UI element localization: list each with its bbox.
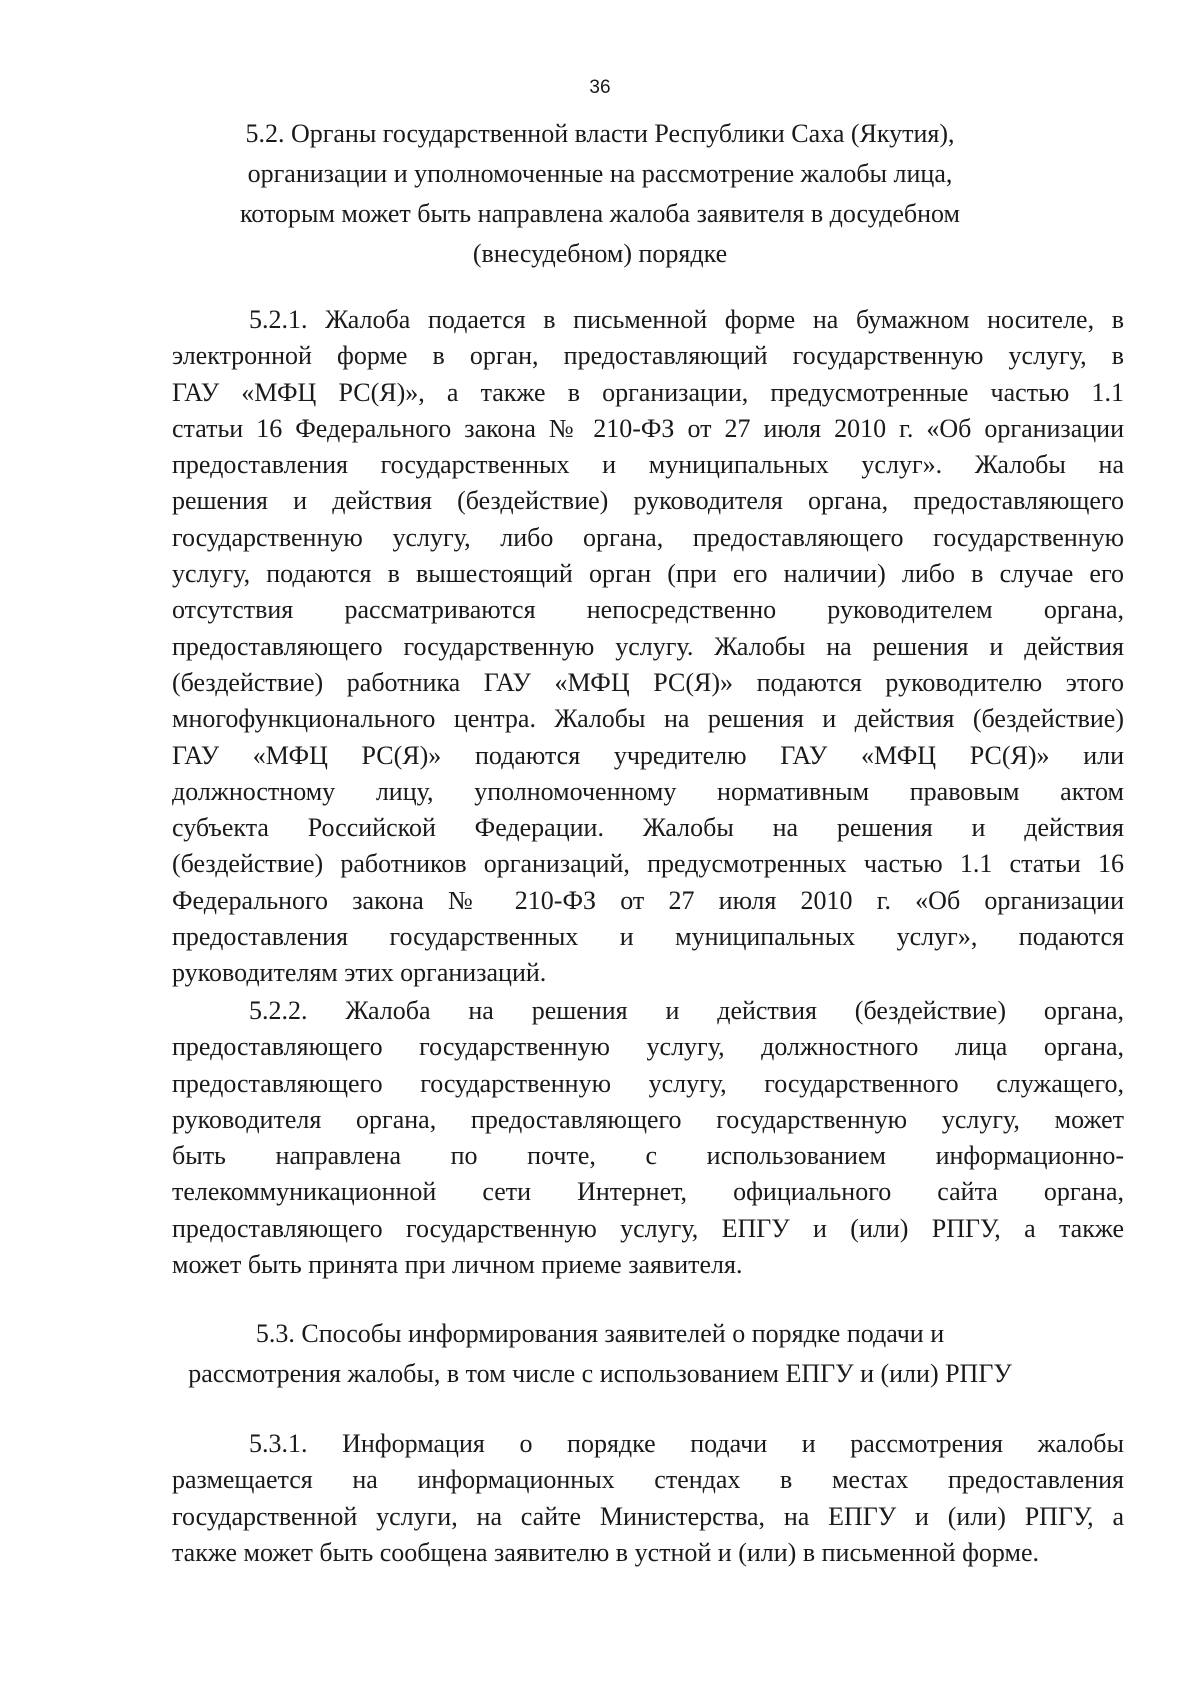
text-line: государственной услуги, на сайте Министерства, на ЕПГУ и (или) РПГУ, а [172, 1501, 1124, 1531]
heading-line: (внесудебном) порядке [472, 239, 728, 268]
text-line: предоставления государственных и муниципальных услуг». Жалобы на [172, 450, 1124, 480]
heading-line: 5.3. Способы информирования заявителей о порядке подачи и [255, 1319, 945, 1348]
text-line: электронной форме в орган, предоставляющий государственную услугу, в [172, 341, 1124, 371]
text-line: ГАУ «МФЦ РС(Я)» подаются учредителю ГАУ «МФЦ РС(Я)» или [172, 740, 1124, 770]
text-line: статьи 16 Федерального закона № 210-ФЗ от 27 июля 2010 г. «Об организации [172, 413, 1124, 443]
text-line: услугу, подаются в вышестоящий орган (при его наличии) либо в случае его [172, 559, 1124, 589]
paragraph-5-2-1 [172, 302, 1124, 992]
text-line: многофункционального центра. Жалобы на решения и действия (бездействие) [172, 704, 1124, 734]
text-line: предоставляющего государственную услугу, должностного лица органа, [172, 1032, 1124, 1062]
text-line: субъекта Российской Федерации. Жалобы на решения и действия [172, 813, 1124, 843]
paragraph-5-3-1 [172, 1426, 1124, 1571]
heading-line: которым может быть направлена жалоба заявителя в досудебном [240, 199, 960, 228]
text-line: руководителям этих организаций. [172, 958, 547, 988]
text-line: должностному лицу, уполномоченному нормативным правовым актом [172, 776, 1124, 806]
text-line: предоставляющего государственную услугу, ЕПГУ и (или) РПГУ, а также [172, 1213, 1124, 1243]
text-line: 5.2.2. Жалоба на решения и действия (бездействие) органа, [249, 996, 1124, 1025]
heading-line: организации и уполномоченные на рассмотрение жалобы лица, [247, 159, 953, 188]
text-line: решения и действия (бездействие) руководителя органа, предоставляющего [172, 486, 1124, 516]
text-line: ГАУ «МФЦ РС(Я)», а также в организации, предусмотренные частью 1.1 [172, 377, 1124, 407]
text-line: Федерального закона № 210-ФЗ от 27 июля 2010 г. «Об организации [172, 885, 1124, 915]
text-line: телекоммуникационной сети Интернет, официального сайта органа, [172, 1177, 1124, 1207]
text-line: предоставления государственных и муниципальных услуг», подаются [172, 922, 1124, 952]
text-line: предоставляющего государственную услугу. Жалобы на решения и действия [172, 631, 1124, 661]
text-line: может быть принята при личном приеме заявителя. [172, 1250, 743, 1280]
text-line: предоставляющего государственную услугу, государственного служащего, [172, 1068, 1124, 1098]
text-line: (бездействие) работника ГАУ «МФЦ РС(Я)» подаются руководителю этого [172, 667, 1124, 697]
text-line: также может быть сообщена заявителю в устной и (или) в письменной форме. [172, 1537, 1040, 1567]
heading-line: 5.2. Органы государственной власти Республики Саха (Якутия), [245, 119, 955, 148]
text-line: быть направлена по почте, с использованием информационно- [172, 1141, 1124, 1171]
text-line: 5.3.1. Информация о порядке подачи и рассмотрения жалобы [249, 1429, 1124, 1458]
paragraph-5-2-2 [172, 993, 1124, 1283]
text-line: 5.2.1. Жалоба подается в письменной форме на бумажном носителе, в [249, 305, 1124, 334]
section-5-3-heading [160, 1314, 1040, 1394]
text-line: государственную услугу, либо органа, предоставляющего государственную [172, 522, 1124, 552]
section-5-2-heading [160, 114, 1040, 274]
text-line: размещается на информационных стендах в местах предоставления [172, 1465, 1124, 1495]
text-line: руководителя органа, предоставляющего государственную услугу, может [172, 1104, 1124, 1134]
heading-line: рассмотрения жалобы, в том числе с использованием ЕПГУ и (или) РПГУ [188, 1359, 1012, 1388]
text-line: (бездействие) работников организаций, предусмотренных частью 1.1 статьи 16 [172, 849, 1124, 879]
text-line: отсутствия рассматриваются непосредственно руководителем органа, [172, 595, 1124, 625]
page-number: 36 [589, 77, 611, 98]
